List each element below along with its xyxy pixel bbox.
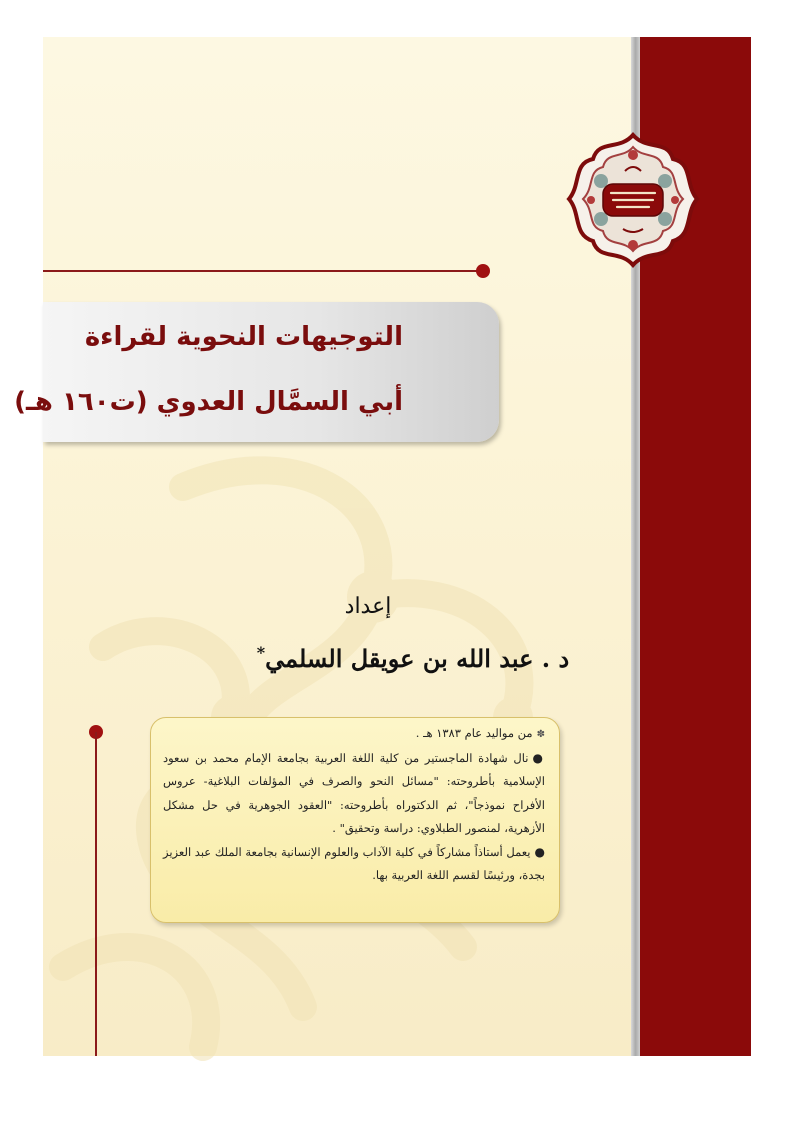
bullet-dot-icon: ● — [532, 750, 545, 765]
title-panel — [14, 302, 499, 442]
title-line-1: التوجيهات النحوية لقراءة — [84, 322, 403, 352]
journal-seal-icon — [563, 129, 703, 271]
title-line-2: أبي السمَّال العدوي (ت١٦٠ هـ) — [14, 387, 403, 417]
bio-vertical-rule — [95, 732, 97, 1056]
top-rule-dot — [476, 264, 490, 278]
author-bio-box — [150, 717, 560, 923]
journal-page — [14, 37, 751, 1056]
bio-degrees: ●نال شهادة الماجستير من كلية اللغة العربية بجامعة الإمام محمد بن سعود الإسلامية بأطروحته: "مسائل النحو والصرف في المؤلفات البلاغية- عروس الأفراح نموذجاً"، ثم الدكتوراه بأطروحته: "العقود الجوهرية في حل مشكل الأزهرية، لمنصور الطبلاوي: دراسة وتحقيق" . — [163, 750, 545, 835]
bullet-dot-icon: ● — [534, 844, 545, 859]
top-rule — [43, 270, 483, 272]
asterisk-icon: ✽ — [536, 729, 545, 740]
preparation-label: إعداد — [344, 594, 392, 619]
author-name — [223, 643, 603, 673]
author-name-text: د . عبد الله بن عويقل السلمي — [265, 644, 570, 673]
bio-position: ●يعمل أستاذاً مشاركاً في كلية الآداب والعلوم الإنسانية بجامعة الملك عبد العزيز بجدة، ورئيسًا لقسم اللغة العربية بها. — [163, 844, 545, 882]
bio-born: ✽من مواليد عام ١٣٨٣ هـ . — [415, 726, 545, 740]
author-mark: * — [256, 643, 266, 662]
